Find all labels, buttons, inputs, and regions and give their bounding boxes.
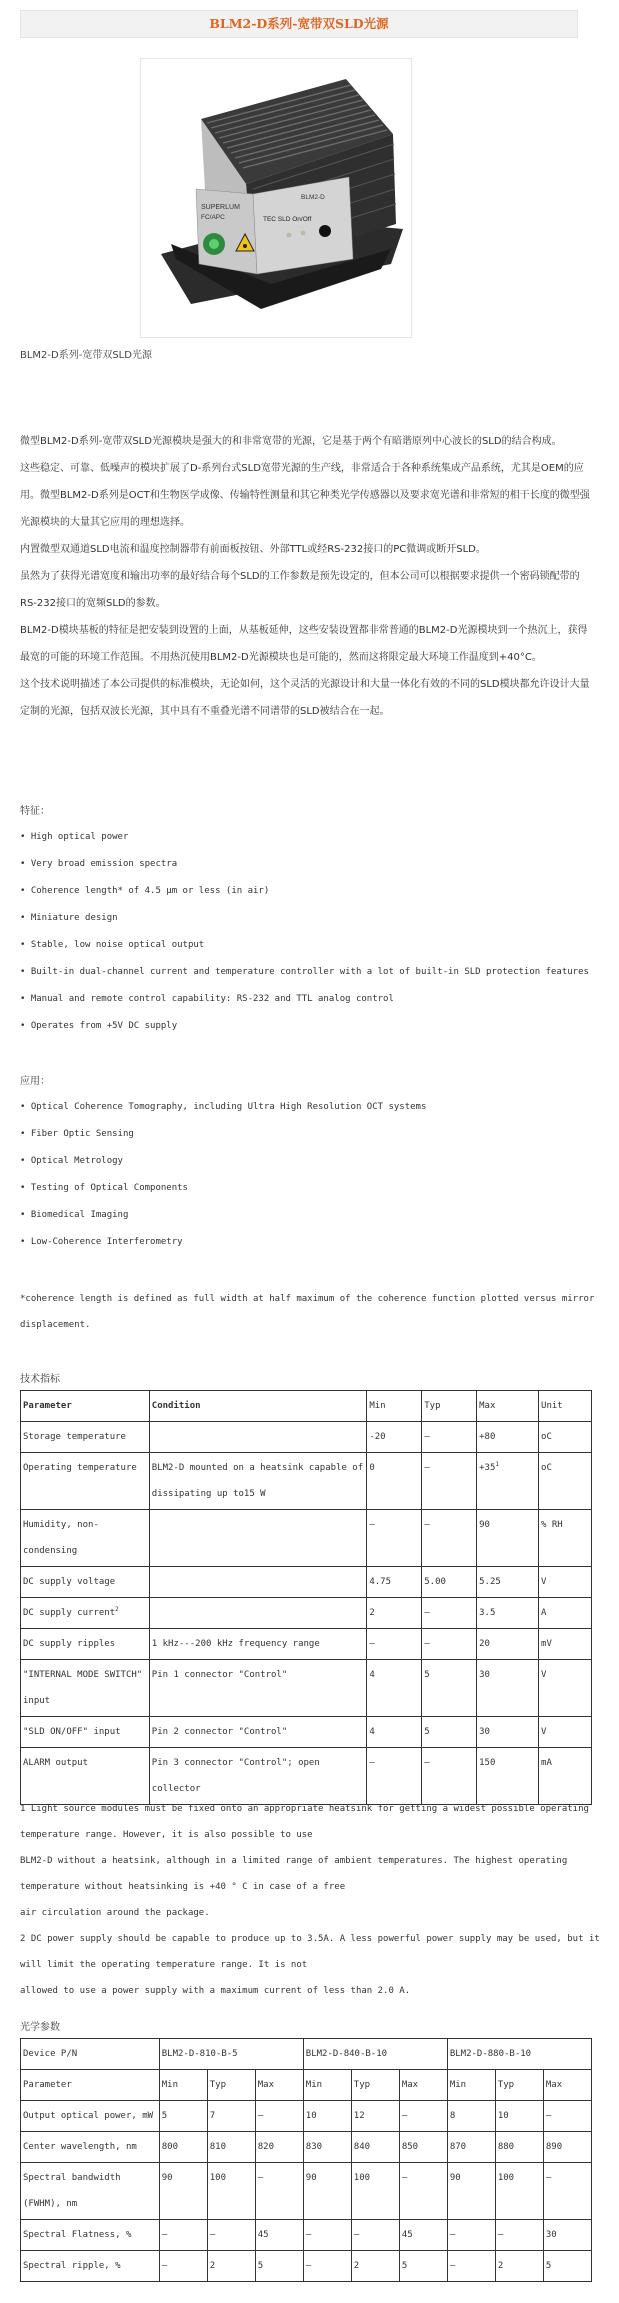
table-cell: 2	[207, 2251, 255, 2282]
table-cell: 1 kHz---200 kHz frequency range	[149, 1629, 367, 1660]
table-header-row	[21, 1391, 592, 1422]
table-header: Parameter	[21, 2070, 160, 2101]
table-cell: 20	[477, 1629, 539, 1660]
table-cell: –	[447, 2251, 495, 2282]
table-cell: Pin 1 connector "Control"	[149, 1660, 367, 1717]
application-item: • Fiber Optic Sensing	[20, 1129, 134, 1139]
table-header: Typ	[351, 2070, 399, 2101]
table-cell: 5	[543, 2251, 591, 2282]
panel-label: TEC SLD On/Off	[263, 216, 312, 223]
device-header: BLM2-D-880-B-10	[447, 2039, 591, 2070]
table-header: Typ	[495, 2070, 543, 2101]
table-cell: Pin 2 connector "Control"	[149, 1717, 367, 1748]
optical-heading: 光学参数	[20, 2022, 60, 2033]
table-cell	[477, 1453, 539, 1510]
table-cell: 840	[351, 2132, 399, 2163]
table-cell: V	[539, 1660, 592, 1717]
table-cell: 870	[447, 2132, 495, 2163]
table-cell: % RH	[539, 1510, 592, 1567]
intro-paragraph: 这些稳定、可靠、低噪声的模块扩展了D-系列台式SLD宽带光源的生产线，非常适合于各种系统集成产品系统，尤其是OEM的应用。微型BLM2-D系列是OCT和生物医学成像、传输特性测量和其它种类光学传感器以及要求宽光谱和非常短的相干长度的微型强光源模块的大量其它应用的理想选择。	[20, 463, 590, 528]
table-header: Unit	[539, 1391, 592, 1422]
table-cell: Humidity, non-condensing	[21, 1510, 150, 1567]
table-cell: 880	[495, 2132, 543, 2163]
table-cell	[149, 1598, 367, 1629]
table-cell: –	[447, 2220, 495, 2251]
table-cell: 10	[495, 2101, 543, 2132]
table-cell	[149, 1422, 367, 1453]
table-cell: Center wavelength, nm	[21, 2132, 160, 2163]
table-header: Min	[159, 2070, 207, 2101]
table-row	[21, 1660, 592, 1717]
table-cell	[149, 1567, 367, 1598]
table-cell: oC	[539, 1453, 592, 1510]
table-header: Max	[543, 2070, 591, 2101]
table-cell: –	[422, 1510, 477, 1567]
application-item: • Biomedical Imaging	[20, 1210, 129, 1220]
table-cell: –	[159, 2251, 207, 2282]
table-cell: ALARM output	[21, 1748, 150, 1805]
intro-text	[20, 428, 595, 725]
table-cell: 8	[447, 2101, 495, 2132]
intro-paragraph: 虽然为了获得光谱宽度和输出功率的最好结合每个SLD的工作参数是预先设定的，但本公司可以根据要求提供一个密码锁配带的RS-232接口的宽频SLD的参数。	[20, 571, 580, 609]
feature-item: • Stable, low noise optical output	[20, 940, 205, 950]
table-cell: 12	[351, 2101, 399, 2132]
footnote-ref: 1	[495, 1461, 500, 1468]
table-cell: mA	[539, 1748, 592, 1805]
table-cell: 45	[399, 2220, 447, 2251]
max-value: +35	[479, 1463, 496, 1473]
table-cell: 100	[207, 2163, 255, 2220]
table-row	[21, 1717, 592, 1748]
table-row	[21, 1567, 592, 1598]
application-item: • Optical Metrology	[20, 1156, 123, 1166]
table-header: Min	[447, 2070, 495, 2101]
table-cell: Spectral ripple, %	[21, 2251, 160, 2282]
table-cell: –	[367, 1629, 422, 1660]
table-cell: –	[422, 1629, 477, 1660]
page-title: BLM2-D系列-宽带双SLD光源	[20, 10, 578, 38]
footnote-line: allowed to use a power supply with a maximum current of less than 2.0 A.	[20, 1986, 411, 1996]
table-cell: 30	[477, 1660, 539, 1717]
table-cell: DC supply ripples	[21, 1629, 150, 1660]
features-heading: 特征：	[20, 806, 50, 817]
table-cell: 4	[367, 1717, 422, 1748]
table-cell: V	[539, 1567, 592, 1598]
table-cell: 2	[367, 1598, 422, 1629]
table-cell: 5	[255, 2251, 303, 2282]
table-cell: 4.75	[367, 1567, 422, 1598]
table-cell: 810	[207, 2132, 255, 2163]
table-cell: +80	[477, 1422, 539, 1453]
table-cell: -20	[367, 1422, 422, 1453]
table-cell: –	[495, 2220, 543, 2251]
footnote-ref: 2	[115, 1606, 119, 1613]
param-name: DC supply current	[23, 1608, 116, 1618]
table-cell: –	[255, 2163, 303, 2220]
table-cell: 890	[543, 2132, 591, 2163]
specs-heading: 技术指标	[20, 1374, 60, 1385]
feature-item: • Built-in dual-channel current and temperature controller with a lot of built-in SLD protection features	[20, 967, 589, 977]
applications-list	[20, 1094, 426, 1256]
intro-paragraph: 内置微型双通道SLD电流和温度控制器带有前面板按钮、外部TTL或经RS-232接口的PC微调或断开SLD。	[20, 544, 486, 555]
table-cell: –	[367, 1510, 422, 1567]
table-row	[21, 1453, 592, 1510]
photo-caption: BLM2-D系列-宽带双SLD光源	[20, 350, 152, 361]
table-cell: 90	[447, 2163, 495, 2220]
table-cell: –	[303, 2220, 351, 2251]
table-cell: 90	[477, 1510, 539, 1567]
product-photo	[140, 58, 412, 338]
table-cell: 45	[255, 2220, 303, 2251]
table-cell: –	[207, 2220, 255, 2251]
table-cell: 2	[495, 2251, 543, 2282]
table-row	[21, 1598, 592, 1629]
table-cell: 5.00	[422, 1567, 477, 1598]
table-cell: 3.5	[477, 1598, 539, 1629]
table-cell: 5	[159, 2101, 207, 2132]
table-cell: Spectral Flatness, %	[21, 2220, 160, 2251]
feature-item: • Manual and remote control capability: RS-232 and TTL analog control	[20, 994, 394, 1004]
footnote-line: BLM2-D without a heatsink, although in a limited range of ambient temperatures. The highest operating temperature without heatsinking is +40 ° C in case of a free	[20, 1856, 568, 1892]
table-row	[21, 2132, 592, 2163]
applications-heading: 应用：	[20, 1076, 50, 1087]
device-header: BLM2-D-840-B-10	[303, 2039, 447, 2070]
table-header: Typ	[422, 1391, 477, 1422]
table-cell: –	[399, 2101, 447, 2132]
table-cell: –	[422, 1598, 477, 1629]
table-cell: Operating temperature	[21, 1453, 150, 1510]
table-cell: 5	[422, 1717, 477, 1748]
table-cell: 30	[543, 2220, 591, 2251]
coherence-note: *coherence length is defined as full width at half maximum of the coherence function plotted versus mirror displacement.	[20, 1294, 595, 1330]
table-header-row	[21, 2070, 592, 2101]
table-cell: –	[367, 1748, 422, 1805]
feature-item: • Operates from +5V DC supply	[20, 1021, 178, 1031]
table-row	[21, 1510, 592, 1567]
table-cell: –	[399, 2163, 447, 2220]
table-cell: DC supply voltage	[21, 1567, 150, 1598]
table-cell: Pin 3 connector "Control"; open collector	[149, 1748, 367, 1805]
table-header: Typ	[207, 2070, 255, 2101]
table-row	[21, 2163, 592, 2220]
table-cell: 0	[367, 1453, 422, 1510]
table-cell: –	[543, 2163, 591, 2220]
table-cell: 150	[477, 1748, 539, 1805]
footnote-line: 2 DC power supply should be capable to produce up to 3.5A. A less powerful power supply may be used, but it will limit the operating temperature range. It is not	[20, 1934, 600, 1970]
table-header-row	[21, 2039, 592, 2070]
table-cell	[149, 1510, 367, 1567]
table-cell: 2	[351, 2251, 399, 2282]
features-list	[20, 824, 589, 1040]
device-header: BLM2-D-810-B-5	[159, 2039, 303, 2070]
application-item: • Low-Coherence Interferometry	[20, 1237, 183, 1247]
table-cell: BLM2-D mounted on a heatsink capable of dissipating up to15 W	[149, 1453, 367, 1510]
table-cell: –	[255, 2101, 303, 2132]
table-cell	[21, 1598, 150, 1629]
intro-paragraph: BLM2-D模块基板的特征是把安装到设置的上面，从基板延伸，这些安装设置都非常普通的BLM2-D光源模块到一个热沉上，获得最宽的可能的环境工作范围。不用热沉使用BLM2-D光源模块也是可能的，然而这将限定最大环境工作温度到+40°C。	[20, 625, 588, 663]
table-cell: –	[422, 1422, 477, 1453]
table-cell: Output optical power, mW	[21, 2101, 160, 2132]
sld-module-image	[141, 59, 411, 337]
table-cell: 90	[303, 2163, 351, 2220]
feature-item: • Miniature design	[20, 913, 118, 923]
optical-table	[20, 2038, 592, 2282]
table-header: Min	[367, 1391, 422, 1422]
table-cell: 100	[495, 2163, 543, 2220]
brand-label: SUPERLUM	[201, 204, 240, 211]
table-cell: –	[422, 1453, 477, 1510]
table-cell: Spectral bandwidth (FWHM), nm	[21, 2163, 160, 2220]
table-cell: 5	[422, 1660, 477, 1717]
table-cell: V	[539, 1717, 592, 1748]
table-cell: oC	[539, 1422, 592, 1453]
table-cell: 830	[303, 2132, 351, 2163]
table-cell: 100	[351, 2163, 399, 2220]
feature-item: • Very broad emission spectra	[20, 859, 178, 869]
table-cell: mV	[539, 1629, 592, 1660]
table-cell: –	[422, 1748, 477, 1805]
table-cell: 5	[399, 2251, 447, 2282]
table-header: Min	[303, 2070, 351, 2101]
table-cell: "INTERNAL MODE SWITCH" input	[21, 1660, 150, 1717]
table-cell: –	[159, 2220, 207, 2251]
footnote-line: 1 Light source modules must be fixed onto an appropriate heatsink for getting a widest possible operating temperature range. However, it is also possible to use	[20, 1804, 589, 1840]
table-header: Parameter	[21, 1391, 150, 1422]
table-row	[21, 2220, 592, 2251]
feature-item: • Coherence length* of 4.5 μm or less (in air)	[20, 886, 270, 896]
table-header: Max	[255, 2070, 303, 2101]
table-row	[21, 1422, 592, 1453]
table-cell: 5.25	[477, 1567, 539, 1598]
table-row	[21, 2101, 592, 2132]
application-item: • Testing of Optical Components	[20, 1183, 188, 1193]
model-label: BLM2-D	[301, 194, 325, 201]
application-item: • Optical Coherence Tomography, including Ultra High Resolution OCT systems	[20, 1102, 427, 1112]
table-cell: 30	[477, 1717, 539, 1748]
table-header: Max	[399, 2070, 447, 2101]
table-cell: "SLD ON/OFF" input	[21, 1717, 150, 1748]
table-cell: 10	[303, 2101, 351, 2132]
table-cell: 7	[207, 2101, 255, 2132]
table-cell: 90	[159, 2163, 207, 2220]
table-cell: –	[351, 2220, 399, 2251]
table-cell: 800	[159, 2132, 207, 2163]
table-header: Condition	[149, 1391, 367, 1422]
table-cell: A	[539, 1598, 592, 1629]
table-header: Device P/N	[21, 2039, 160, 2070]
intro-paragraph: 微型BLM2-D系列-宽带双SLD光源模块是强大的和非常宽带的光源，它是基于两个有暗谐原列中心波长的SLD的结合构成。	[20, 436, 562, 447]
table-cell: –	[303, 2251, 351, 2282]
table-cell: 850	[399, 2132, 447, 2163]
intro-paragraph: 这个技术说明描述了本公司提供的标准模块，无论如何，这个灵活的光源设计和大量一体化有效的不同的SLD模块都允许设计大量定制的光源，包括双波长光源，其中具有不重叠光谱不同谱带的SLD被结合在一起。	[20, 679, 590, 717]
connector-label: FC/APC	[201, 214, 225, 221]
table-cell: 820	[255, 2132, 303, 2163]
table-row	[21, 2251, 592, 2282]
table-cell: 4	[367, 1660, 422, 1717]
specs-table	[20, 1390, 592, 1805]
table-row	[21, 1629, 592, 1660]
table-header: Max	[477, 1391, 539, 1422]
footnotes	[20, 1796, 605, 2004]
table-cell: Storage temperature	[21, 1422, 150, 1453]
footnote-line: air circulation around the package.	[20, 1908, 210, 1918]
feature-item: • High optical power	[20, 832, 129, 842]
table-cell: –	[543, 2101, 591, 2132]
